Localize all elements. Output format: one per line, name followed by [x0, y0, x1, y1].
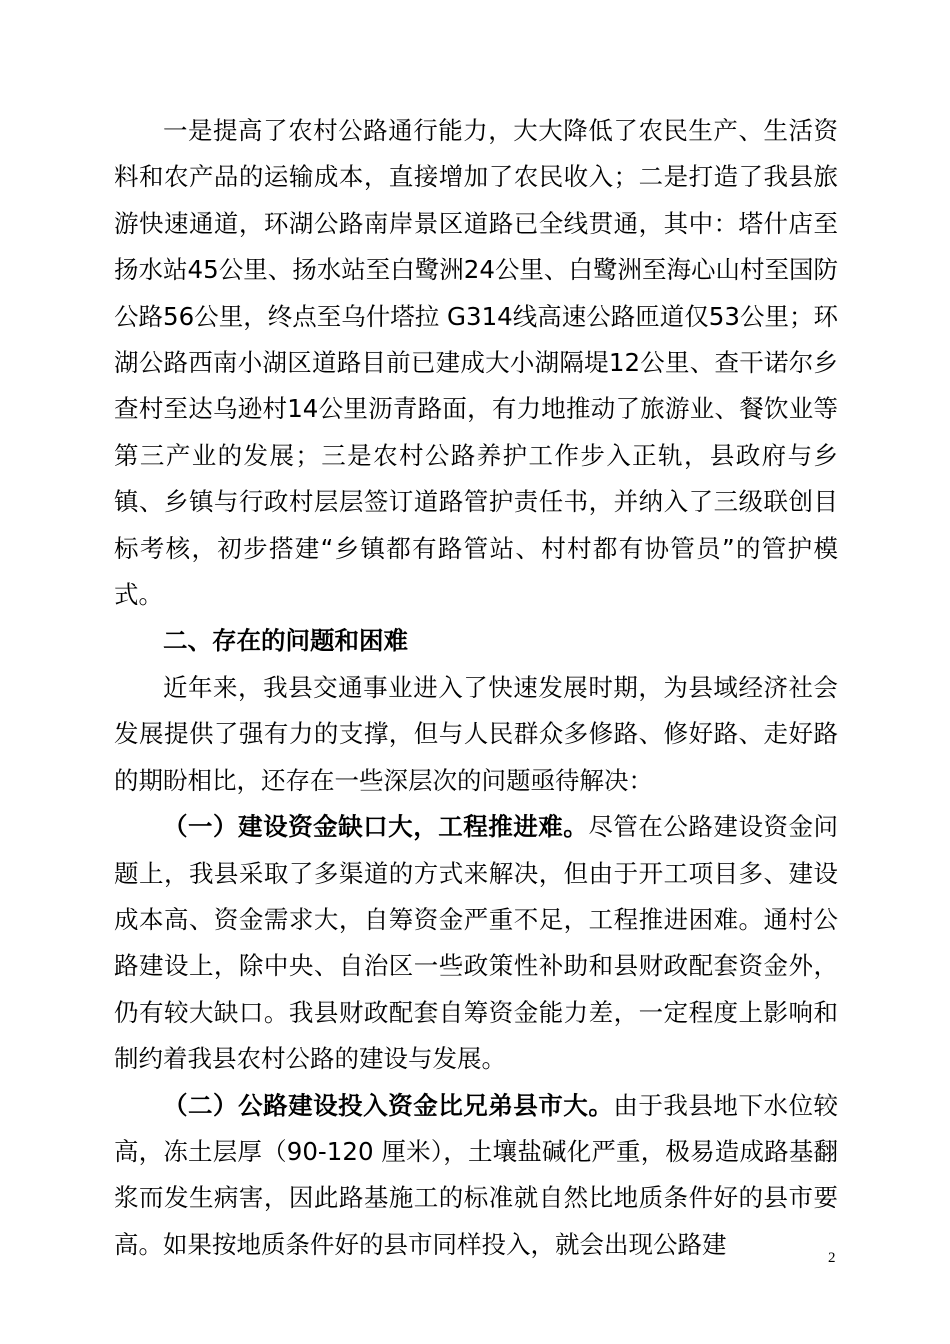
item-1-body: 尽管在公路建设资金问题上，我县采取了多渠道的方式来解决，但由于开工项目多、建设成本高、资金需求大，自筹资金严重不足，工程推进困难。通村公路建设上，除中央、自治区一些政策性补助和县财政配套资金外，仍有较大缺口。我县财政配套自筹资金能力差，一定程度上影响和制约着我县农村公路的建设与发展。	[114, 812, 839, 1074]
document-body	[114, 108, 838, 1268]
item-1-title: （一）建设资金缺口大，工程推进难。	[163, 812, 589, 842]
item-2-title: （二）公路建设投入资金比兄弟县市大。	[163, 1090, 614, 1120]
paragraph-item-2	[114, 1083, 838, 1269]
page-number: 2	[828, 1250, 836, 1266]
item-2-body: 由于我县地下水位较高，冻土层厚（90-120 厘米），土壤盐碱化严重，极易造成路基翻浆而发生病害，因此路基施工的标准就自然比地质条件好的县市要高。如果按地质条件好的县市同样投入，就会出现公路建	[114, 1090, 839, 1259]
paragraph-item-1	[114, 804, 838, 1082]
paragraph-intro: 近年来，我县交通事业进入了快速发展时期，为县域经济社会发展提供了强有力的支撑，但与人民群众多修路、修好路、走好路的期盼相比，还存在一些深层次的问题亟待解决：	[114, 672, 838, 795]
section-heading-problems: 二、存在的问题和困难	[163, 626, 408, 656]
paragraph-benefits: 一是提高了农村公路通行能力，大大降低了农民生产、生活资料和农产品的运输成本，直接增加了农民收入；二是打造了我县旅游快速通道，环湖公路南岸景区道路已全线贯通，其中：塔什店至扬水站45公里、扬水站至白鹭洲24公里、白鹭洲至海心山村至国防公路56公里，终点至乌什塔拉 G314线高速公路匝道仅53公里；环湖公路西南小湖区道路目前已建成大小湖隔堤12公里、查干诺尔乡查村至达乌逊村14公里沥青路面，有力地推动了旅游业、餐饮业等第三产业的发展；三是农村公路养护工作步入正轨，县政府与乡镇、乡镇与行政村层层签订道路管护责任书，并纳入了三级联创目标考核，初步搭建“乡镇都有路管站、村村都有协管员”的管护模式。	[114, 116, 838, 610]
